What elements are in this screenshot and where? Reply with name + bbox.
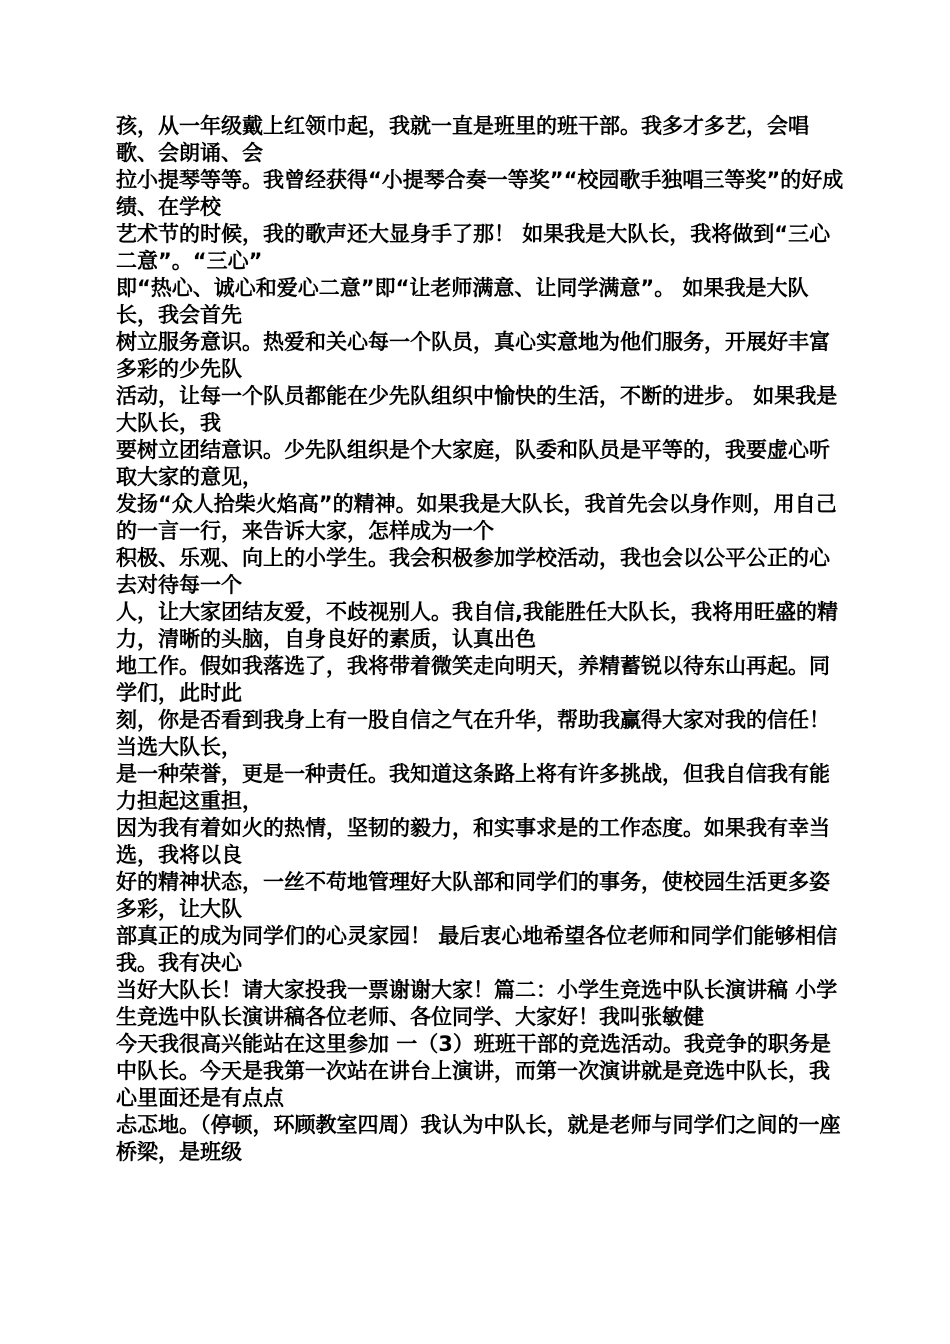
paragraph: 当好大队长！请大家投我一票谢谢大家！篇二：小学生竞选中队长演讲稿 小学生竞选中队长演讲稿各位老师、各位同学、大家好！我叫张敏健 (116, 978, 838, 1029)
paragraph: 是一种荣誉，更是一种责任。我知道这条路上将有许多挑战，但我自信我有能力担起这重担， (116, 762, 830, 813)
paragraph: 积极、乐观、向上的小学生。我会积极参加学校活动，我也会以公平公正的心去对待每一个 (116, 546, 830, 597)
paragraph: 孩，从一年级戴上红领巾起，我就一直是班里的班干部。我多才多艺，会唱歌、会朗诵、会 (116, 114, 809, 165)
paragraph: 发扬“众人拾柴火焰高”的精神。如果我是大队长，我首先会以身作则，用自己的一言一行，来告诉大家，怎样成为一个 (116, 492, 837, 543)
paragraph: 活动，让每一个队员都能在少先队组织中愉快的生活，不断的进步。 如果我是大队长，我 (116, 384, 838, 435)
paragraph: 树立服务意识。热爱和关心每一个队员，真心实意地为他们服务，开展好丰富多彩的少先队 (116, 330, 830, 381)
paragraph: 部真正的成为同学们的心灵家园！ 最后衷心地希望各位老师和同学们能够相信我。我有决心 (116, 924, 838, 975)
body-text (116, 113, 844, 1166)
paragraph: 地工作。假如我落选了，我将带着微笑走向明天，养精蓄锐以待东山再起。同学们，此时此 (116, 654, 830, 705)
paragraph: 艺术节的时候，我的歌声还大显身手了那！ 如果我是大队长，我将做到“三心二意”。“三心” (116, 222, 831, 273)
paragraph: 好的精神状态，一丝不苟地管理好大队部和同学们的事务，使校园生活更多姿多彩，让大队 (116, 870, 830, 921)
paragraph: 即“热心、诚心和爱心二意”即“让老师满意、让同学满意”。 如果我是大队长，我会首先 (116, 276, 809, 327)
paragraph: 人，让大家团结友爱，不歧视别人。我自信,我能胜任大队长，我将用旺盛的精力，清晰的头脑，自身良好的素质，认真出色 (116, 600, 838, 651)
paragraph: 因为我有着如火的热情，坚韧的毅力，和实事求是的工作态度。如果我有幸当选，我将以良 (116, 816, 830, 867)
paragraph: 要树立团结意识。少先队组织是个大家庭，队委和队员是平等的，我要虚心听取大家的意见， (116, 438, 830, 489)
paragraph: 刻，你是否看到我身上有一股自信之气在升华，帮助我赢得大家对我的信任！当选大队长， (116, 708, 830, 759)
paragraph: 拉小提琴等等。我曾经获得“小提琴合奏一等奖”“校园歌手独唱三等奖”的好成绩、在学校 (116, 168, 844, 219)
paragraph: 今天我很高兴能站在这里参加 一（3）班班干部的竞选活动。我竞争的职务是中队长。今天是我第一次站在讲台上演讲，而第一次演讲就是竞选中队长，我心里面还是有点点 (116, 1032, 831, 1110)
paragraph: 忐忑地。（停顿，环顾教室四周）我认为中队长，就是老师与同学们之间的一座桥梁，是班级 (116, 1113, 841, 1164)
